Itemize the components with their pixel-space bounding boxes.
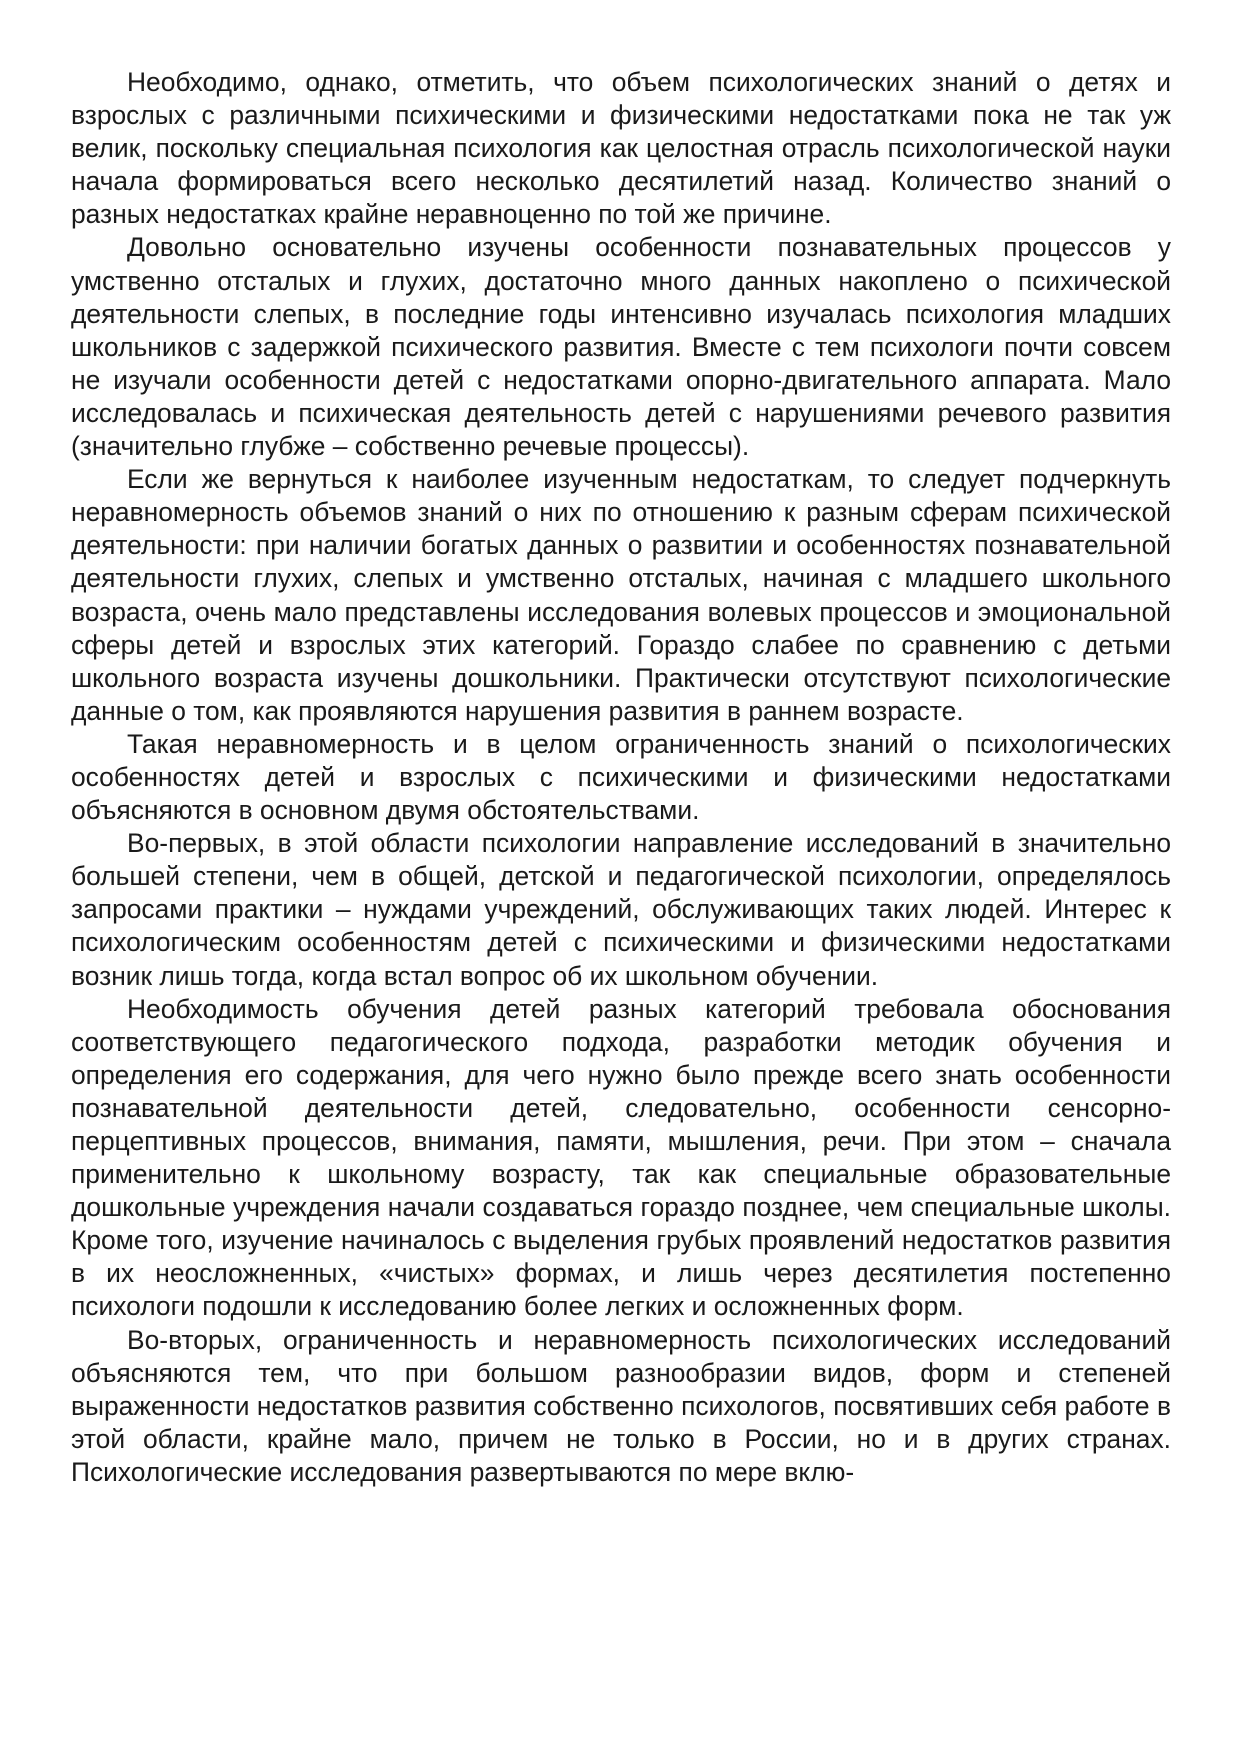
paragraph-2: Довольно основательно изучены особенности познавательных процессов у умственно отсталых и глухих, достаточно много данных накоплено о психической деятельности слепых, в последние годы интенсивно изучалась психология младших школьников с задержкой психического развития. Вместе с тем психологи почти совсем не изучали особенности детей с недостатками опорно-двигательного аппарата. Мало исследовалась и психическая деятельность детей с нарушениями речевого развития (значительно глубже – собственно речевые процессы).	[71, 232, 1171, 462]
paragraph-5: Во-первых, в этой области психологии направление исследований в значительно большей степени, чем в общей, детской и педагогической психологии, определялось запросами практики – нуждами учреждений, обслуживающих таких людей. Интерес к психологическим особенностям детей с психическими и физическими недостатками возник лишь тогда, когда встал вопрос об их школьном обучении.	[71, 828, 1171, 991]
document-page	[71, 66, 1171, 1489]
paragraph-6: Необходимость обучения детей разных категорий требовала обоснования соответствующего педагогического подхода, разработки методик обучения и определения его содержания, для чего нужно было прежде всего знать особенности познавательной деятельности детей, следовательно, особенности сенсорно-перцептивных процессов, внимания, памяти, мышления, речи. При этом – сначала применительно к школьному возрасту, так как специальные образовательные дошкольные учреждения начали создаваться гораздо позднее, чем специальные школы. Кроме того, изучение начиналось с выделения грубых проявлений недостатков развития в их неосложненных, «чистых» формах, и лишь через десятилетия постепенно психологи подошли к исследованию более легких и осложненных форм.	[71, 993, 1171, 1322]
paragraph-4: Такая неравномерность и в целом ограниченность знаний о психологических особенностях детей и взрослых с психическими и физическими недостатками объясняются в основном двумя обстоятельствами.	[71, 728, 1171, 826]
paragraph-1: Необходимо, однако, отметить, что объем психологических знаний о детях и взрослых с различными психическими и физическими недостатками пока не так уж велик, поскольку специальная психология как целостная отрасль психологической науки начала формироваться всего несколько десятилетий назад. Количество знаний о разных недостатках крайне неравноценно по той же причине.	[71, 67, 1171, 230]
paragraph-7: Во-вторых, ограниченность и неравномерность психологических исследований объясняются тем, что при большом разнообразии видов, форм и степеней выраженности недостатков развития собственно психологов, посвятивших себя работе в этой области, крайне мало, причем не только в России, но и в других странах. Психологические исследования развертываются по мере вклю-	[71, 1324, 1171, 1487]
paragraph-3: Если же вернуться к наиболее изученным недостаткам, то следует подчеркнуть неравномерность объемов знаний о них по отношению к разным сферам психической деятельности: при наличии богатых данных о развитии и особенностях познавательной деятельности глухих, слепых и умственно отсталых, начиная с младшего школьного возраста, очень мало представлены исследования волевых процессов и эмоциональной сферы детей и взрослых этих категорий. Гораздо слабее по сравнению с детьми школьного возраста изучены дошкольники. Практически отсутствуют психологические данные о том, как проявляются нарушения развития в раннем возрасте.	[71, 464, 1171, 726]
